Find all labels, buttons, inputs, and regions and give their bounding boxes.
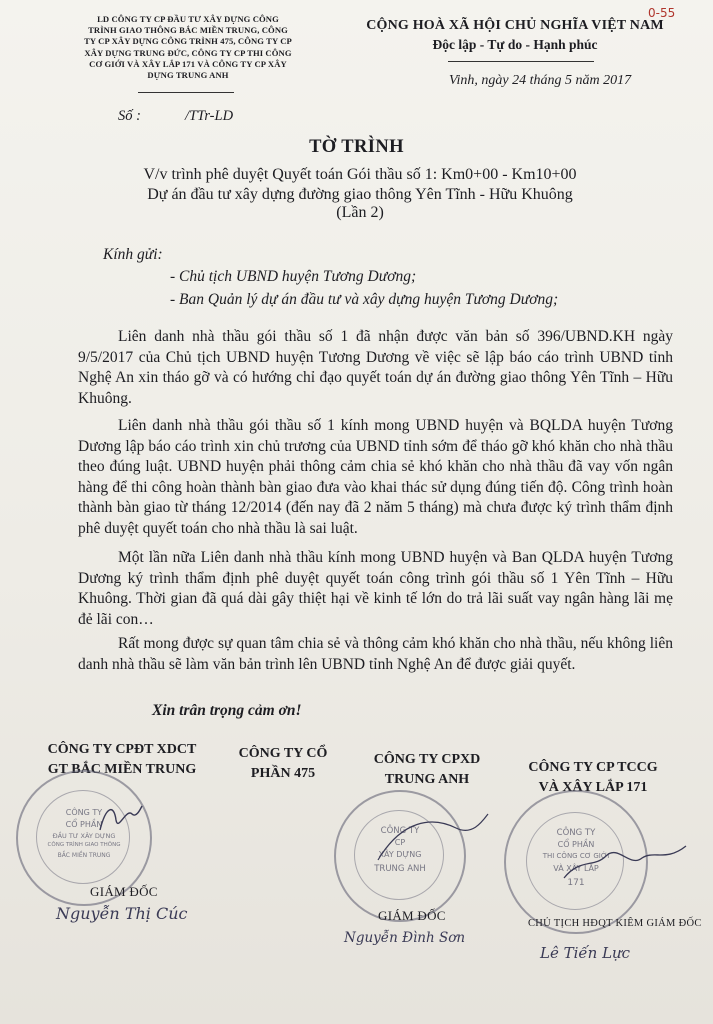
company-name-line: CÔNG TY CP TCCG xyxy=(528,760,658,775)
company-name xyxy=(362,750,492,790)
recipient: - Chủ tịch UBND huyện Tương Dương; xyxy=(170,268,417,285)
seal-text: CÔNG TRÌNH GIAO THÔNG xyxy=(47,842,121,848)
company-name-line: PHẦN 475 xyxy=(250,766,316,781)
paragraph-text: Liên danh nhà thầu gói thầu số 1 đã nhận được văn bản số 396/UBND.KH ngày 9/5/2017 của Chủ tịch UBND huyện Tương Dương về việc sẽ lập báo cáo trình UBND tỉnh Nghệ An xin tháo gỡ và có hướng chỉ đạo quyết toán dự án đường giao thông Yên Tĩnh – Hữu Khuông. xyxy=(78,328,673,407)
left-header-line: XÂY DỰNG TRUNG ĐỨC, CÔNG TY CP THI CÔNG xyxy=(84,47,292,58)
seal-text: THI CÔNG CƠ GIỚI xyxy=(542,852,610,860)
body-paragraph xyxy=(78,327,673,409)
body-paragraph xyxy=(78,548,673,630)
left-header-line: DỰNG TRUNG ANH xyxy=(147,70,229,81)
signer-name: Nguyễn Thị Cúc xyxy=(56,904,188,923)
national-motto: Độc lập - Tự do - Hạnh phúc xyxy=(432,37,598,52)
signature-mark xyxy=(96,800,146,836)
seal-text: CỔ PHẦN xyxy=(65,820,103,829)
seal-text: CÔNG TY xyxy=(380,826,420,836)
signature-mark xyxy=(560,838,690,888)
seal-text: BẮC MIỀN TRUNG xyxy=(57,852,111,859)
subject-line: Dự án đầu tư xây dựng đường giao thông Yên Tĩnh - Hữu Khuông xyxy=(147,186,573,203)
company-name-line: CÔNG TY CPĐT XDCT xyxy=(47,742,197,757)
right-header xyxy=(330,18,700,53)
subject-line: (Lần 2) xyxy=(336,204,384,221)
greeting: Kính gửi: xyxy=(103,246,163,263)
company-name xyxy=(22,740,222,780)
seal-text: CP xyxy=(394,838,406,847)
motto-underline xyxy=(448,61,594,62)
closing-line: Xin trân trọng cảm ơn! xyxy=(152,702,302,719)
document-number-value: /TTr-LD xyxy=(184,108,234,124)
signer-name: Nguyễn Đình Sơn xyxy=(344,930,466,946)
left-header xyxy=(42,14,334,81)
handwritten-note: 0-55 xyxy=(648,6,676,20)
seal-text: 171 xyxy=(567,878,585,888)
company-name-line: CÔNG TY CPXD xyxy=(373,752,481,767)
company-name-line: TRUNG ANH xyxy=(384,772,470,787)
seal-text: ĐẦU TƯ XÂY DỰNG xyxy=(52,832,116,840)
seal-text: TRUNG ANH xyxy=(374,864,426,874)
signer-title: CHỦ TỊCH HĐQT KIÊM GIÁM ĐỐC xyxy=(528,918,702,929)
seal-text: VÀ XÂY LẮP xyxy=(553,864,599,873)
document-title: TỜ TRÌNH xyxy=(309,137,404,157)
seal-text: XÂY DỰNG xyxy=(378,850,422,859)
company-name-line: VÀ XÂY LẮP 171 xyxy=(538,780,648,795)
recipient: - Ban Quản lý dự án đầu tư và xây dựng huyện Tương Dương; xyxy=(170,291,559,308)
left-header-line: LD CÔNG TY CP ĐẦU TƯ XÂY DỰNG CÔNG xyxy=(97,14,279,24)
document-number-label: Số : xyxy=(118,108,141,124)
body-paragraph xyxy=(78,634,673,675)
paragraph-text: Rất mong được sự quan tâm chia sẻ và thông cảm khó khăn cho nhà thầu, nếu không liên danh nhà thầu sẽ làm văn bản trình lên UBND tỉnh Nghệ An để được giải quyết. xyxy=(78,635,673,673)
seal-text: CỔ PHẦN xyxy=(557,840,595,849)
company-name-line: CÔNG TY CỔ xyxy=(238,746,328,761)
left-header-underline xyxy=(138,92,234,93)
signer-name: Lê Tiến Lực xyxy=(540,944,631,962)
company-name-line: GT BẮC MIỀN TRUNG xyxy=(47,762,197,777)
seal-text: CÔNG TY xyxy=(556,828,596,838)
country-name: CỘNG HOÀ XÃ HỘI CHỦ NGHĨA VIỆT NAM xyxy=(366,18,664,33)
document-number xyxy=(118,108,233,125)
seal-text: CÔNG TY xyxy=(65,808,103,817)
left-header-line: TY CP XÂY DỰNG CÔNG TRÌNH 475, CÔNG TY CP xyxy=(84,36,292,47)
document-date: Vinh, ngày 24 tháng 5 năm 2017 xyxy=(449,73,632,88)
company-name xyxy=(218,744,348,784)
subject-line: V/v trình phê duyệt Quyết toán Gói thầu số 1: Km0+00 - Km10+00 xyxy=(143,166,577,183)
left-header-line: CƠ GIỚI VÀ XÂY LẮP 171 VÀ CÔNG TY CP XÂY xyxy=(89,58,287,69)
left-header-line: TRÌNH GIAO THÔNG BẮC MIỀN TRUNG, CÔNG xyxy=(88,25,288,36)
paragraph-text: Một lần nữa Liên danh nhà thầu kính mong UBND huyện và Ban QLDA huyện Tương Dương ký trình thẩm định phê duyệt quyết toán công trình gói thầu số 1 Yên Tĩnh – Hữu Khuông. Thời gian đã quá dài gây thiệt hại về kinh tế lớn do trả lãi suất vay ngân hàng lãi mẹ đẻ lãi con… xyxy=(78,549,673,628)
signer-title: GIÁM ĐỐC xyxy=(90,884,158,899)
signer-title: GIÁM ĐỐC xyxy=(378,908,446,923)
paragraph-text: Liên danh nhà thầu gói thầu số 1 kính mong UBND huyện và BQLDA huyện Tương Dương lập báo cáo trình xin chủ trương của UBND tỉnh sớm để tháo gỡ khó khăn cho nhà thầu theo đúng luật. UBND huyện phải thông cảm chia sẻ khó khăn cho nhà thầu đã vay vốn ngân hàng để thi công hoàn thành bàn giao đưa vào khai thác sử dụng đúng tiến độ. Công trình hoàn thành bàn giao từ tháng 12/2014 (đến nay đã 2 năm 5 tháng) mà chưa được ký trình thẩm định phê duyệt quyết toán cho nhà thầu là sai luật. xyxy=(78,417,673,537)
signature-mark xyxy=(372,810,492,870)
body-paragraph xyxy=(78,416,673,539)
